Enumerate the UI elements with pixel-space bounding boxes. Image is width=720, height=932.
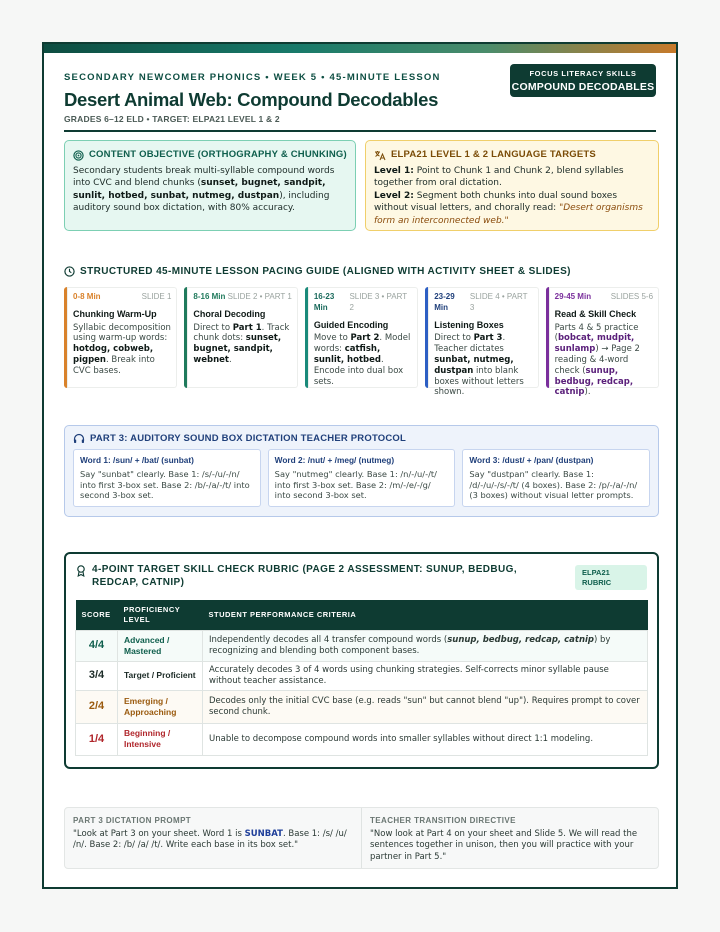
gradient-top-bar	[44, 44, 676, 53]
dictation-prompt	[65, 808, 361, 868]
focus-value: COMPOUND DECODABLES	[511, 81, 655, 93]
pace-card-encoding	[305, 287, 418, 388]
transition-directive	[361, 808, 658, 868]
pace-slide: SLIDE 3 • PART 2	[349, 292, 407, 312]
page-subtitle: GRADES 6–12 ELD • TARGET: ELPA21 LEVEL 1 & 2	[64, 114, 280, 124]
dictation-prompt-title: PART 3 DICTATION PROMPT	[73, 816, 192, 825]
pacing-title: STRUCTURED 45-MINUTE LESSON PACING GUIDE (ALIGNED WITH ACTIVITY SHEET & SLIDES)	[80, 266, 571, 277]
translate-icon	[374, 150, 386, 161]
elpa-targets-title: ELPA21 LEVEL 1 & 2 LANGUAGE TARGETS	[391, 149, 596, 160]
table-row	[76, 661, 648, 690]
pace-desc: Parts 4 & 5 practice (bobcat, mudpit, sunlamp) → Page 2 reading & 4-word check (sunup, bedbug, redcap, catnip).	[554, 322, 640, 398]
rubric-card	[64, 552, 659, 769]
content-objective-card	[64, 140, 356, 231]
score-cell: 1/4	[76, 723, 118, 755]
pace-desc: Direct to Part 1. Track chunk dots: sunset, bugnet, sandpit, webnet.	[193, 322, 290, 365]
rubric-header-row	[76, 600, 648, 630]
lesson-kicker: SECONDARY NEWCOMER PHONICS • WEEK 5 • 45-MINUTE LESSON	[64, 72, 441, 83]
content-objective-text: Secondary students break multi-syllable compound words into CVC and blend chunks (sunset, bugnet, sandpit, sunlit, hotbed, sunbat, nutmeg, dustpan), including auditory sound box dictation, with 80% accuracy.	[73, 165, 335, 213]
pace-card-warmup	[64, 287, 177, 388]
pace-card-listening	[425, 287, 538, 398]
table-row	[76, 630, 648, 661]
dictation-word-head: Word 1: /sun/ + /bat/ (sunbat)	[80, 455, 194, 465]
pace-slide: SLIDE 1	[141, 292, 172, 301]
table-row	[76, 723, 648, 755]
dictation-word-card	[73, 449, 261, 507]
dictation-word-head: Word 2: /nut/ + /meg/ (nutmeg)	[274, 455, 395, 465]
pacing-heading	[64, 266, 571, 277]
transition-directive-text: "Now look at Part 4 on your sheet and Slide 5. We will read the sentences together in unison, then you will practice with your partner in Part 5."	[370, 828, 638, 862]
focus-label: FOCUS LITERACY SKILLS	[529, 69, 637, 78]
headphones-icon	[73, 433, 85, 444]
table-row	[76, 690, 648, 723]
pace-desc: Syllabic decomposition using warm-up words: hotdog, cobweb, pigpen. Break into CVC bases.	[73, 322, 171, 376]
pace-slide: SLIDES 5-6	[610, 292, 654, 301]
content-objective-title: CONTENT OBJECTIVE (ORTHOGRAPHY & CHUNKING)	[89, 149, 347, 160]
footer-prompts	[64, 807, 659, 869]
target-icon	[73, 150, 84, 161]
pace-card-choral	[184, 287, 297, 388]
pace-name: Chunking Warm-Up	[73, 308, 157, 319]
award-icon	[76, 565, 86, 589]
choral-sentence: "Desert organisms form an interconnected web."	[374, 203, 643, 226]
pace-card-skill-check	[546, 287, 659, 398]
page-header	[64, 64, 656, 132]
pace-time: 0-8 Min	[73, 292, 101, 301]
score-cell: 3/4	[76, 661, 118, 690]
score-cell: 4/4	[76, 630, 118, 661]
pace-time: 29-45 Min	[554, 292, 592, 301]
dictation-word-body: Say "sunbat" clearly. Base 1: /s/-/u/-/n/ into first 3-box set. Base 2: /b/-/a/-/t/ into second 3-box set.	[80, 468, 250, 501]
dictation-protocol-card	[64, 425, 659, 517]
pace-desc: Move to Part 2. Model words: catfish, sunlit, hotbed. Encode into dual box sets.	[313, 333, 411, 387]
criteria-cell: Independently decodes all 4 transfer compound words (sunup, bedbug, redcap, catnip) by recognizing and blending both component bases.	[203, 630, 648, 661]
objective-words: sunset, bugnet, sandpit, sunlit, hotbed, sunbat, nutmeg, dustpan	[73, 178, 326, 201]
rubric-title: 4-POINT TARGET SKILL CHECK RUBRIC (PAGE 2 ASSESSMENT: SUNUP, BEDBUG, REDCAP, CATNIP)	[92, 564, 518, 588]
level-cell: Target / Proficient	[118, 661, 203, 690]
pace-name: Read & Skill Check	[554, 308, 637, 319]
pacing-cards	[64, 287, 659, 398]
level-cell: Emerging / Approaching	[118, 690, 203, 723]
transition-directive-title: TEACHER TRANSITION DIRECTIVE	[370, 816, 516, 825]
dictation-word-head: Word 3: /dust/ + /pan/ (dustpan)	[469, 455, 594, 465]
pace-name: Listening Boxes	[434, 319, 504, 330]
score-cell: 2/4	[76, 690, 118, 723]
elpa-level-2: Level 2: Segment both chunks into dual sound boxes without visual letters, and chorally read: "Desert organisms form an interconnected web."	[374, 190, 643, 226]
page-title: Desert Animal Web: Compound Decodables	[64, 89, 439, 110]
pace-slide: SLIDE 2 • PART 1	[227, 292, 292, 301]
dictation-word-card	[462, 449, 650, 507]
elpa-level-1: Level 1: Point to Chunk 1 and Chunk 2, blend syllables together from oral dictation.	[374, 165, 624, 188]
pace-slide: SLIDE 4 • PART 3	[469, 292, 528, 312]
lesson-page	[42, 42, 678, 889]
focus-skills-badge	[510, 64, 656, 97]
col-criteria: STUDENT PERFORMANCE CRITERIA	[203, 600, 648, 630]
col-score: SCORE	[76, 600, 118, 630]
pace-time: 23-29 Min	[434, 292, 455, 312]
dictation-word-body: Say "nutmeg" clearly. Base 1: /n/-/u/-/t/ into first 3-box set. Base 2: /m/-/e/-/g/ into second 3-box set.	[274, 468, 437, 501]
pace-time: 8-16 Min	[193, 292, 226, 301]
col-level: PROFICIENCY LEVEL	[118, 600, 203, 630]
elpa-targets-card	[365, 140, 659, 231]
dictation-prompt-text: "Look at Part 3 on your sheet. Word 1 is SUNBAT. Base 1: /s/ /u/ /n/. Base 2: /b/ /a/ /t/. Write each base in its box set."	[73, 828, 347, 850]
criteria-cell: Decodes only the initial CVC base (e.g. reads "sun" but cannot blend "up"). Requires prompt to cover second chunk.	[203, 690, 648, 723]
pace-time: 16-23 Min	[313, 292, 335, 312]
pace-name: Guided Encoding	[313, 319, 389, 330]
level-cell: Beginning / Intensive	[118, 723, 203, 755]
elpa-rubric-tag: ELPA21 RUBRIC	[575, 565, 647, 590]
criteria-cell: Accurately decodes 3 of 4 words using chunking strategies. Self-corrects minor syllable pause without teacher assistance.	[203, 661, 648, 690]
clock-icon	[64, 266, 75, 277]
rubric-table	[75, 600, 648, 756]
dictation-title: PART 3: AUDITORY SOUND BOX DICTATION TEACHER PROTOCOL	[90, 433, 407, 444]
pace-desc: Direct to Part 3. Teacher dictates sunbat, nutmeg, dustpan into blank boxes without letters shown.	[434, 333, 524, 398]
dictation-word-card	[268, 449, 456, 507]
criteria-cell: Unable to decompose compound words into smaller syllables without direct 1:1 modeling.	[203, 723, 648, 755]
pace-name: Choral Decoding	[193, 308, 266, 319]
level-cell: Advanced / Mastered	[118, 630, 203, 661]
dictation-word-body: Say "dustpan" clearly. Base 1: /d/-/u/-/s/-/t/ (4 boxes). Base 2: /p/-/a/-/n/ (3 boxes) without visual letter prompts.	[469, 468, 638, 501]
